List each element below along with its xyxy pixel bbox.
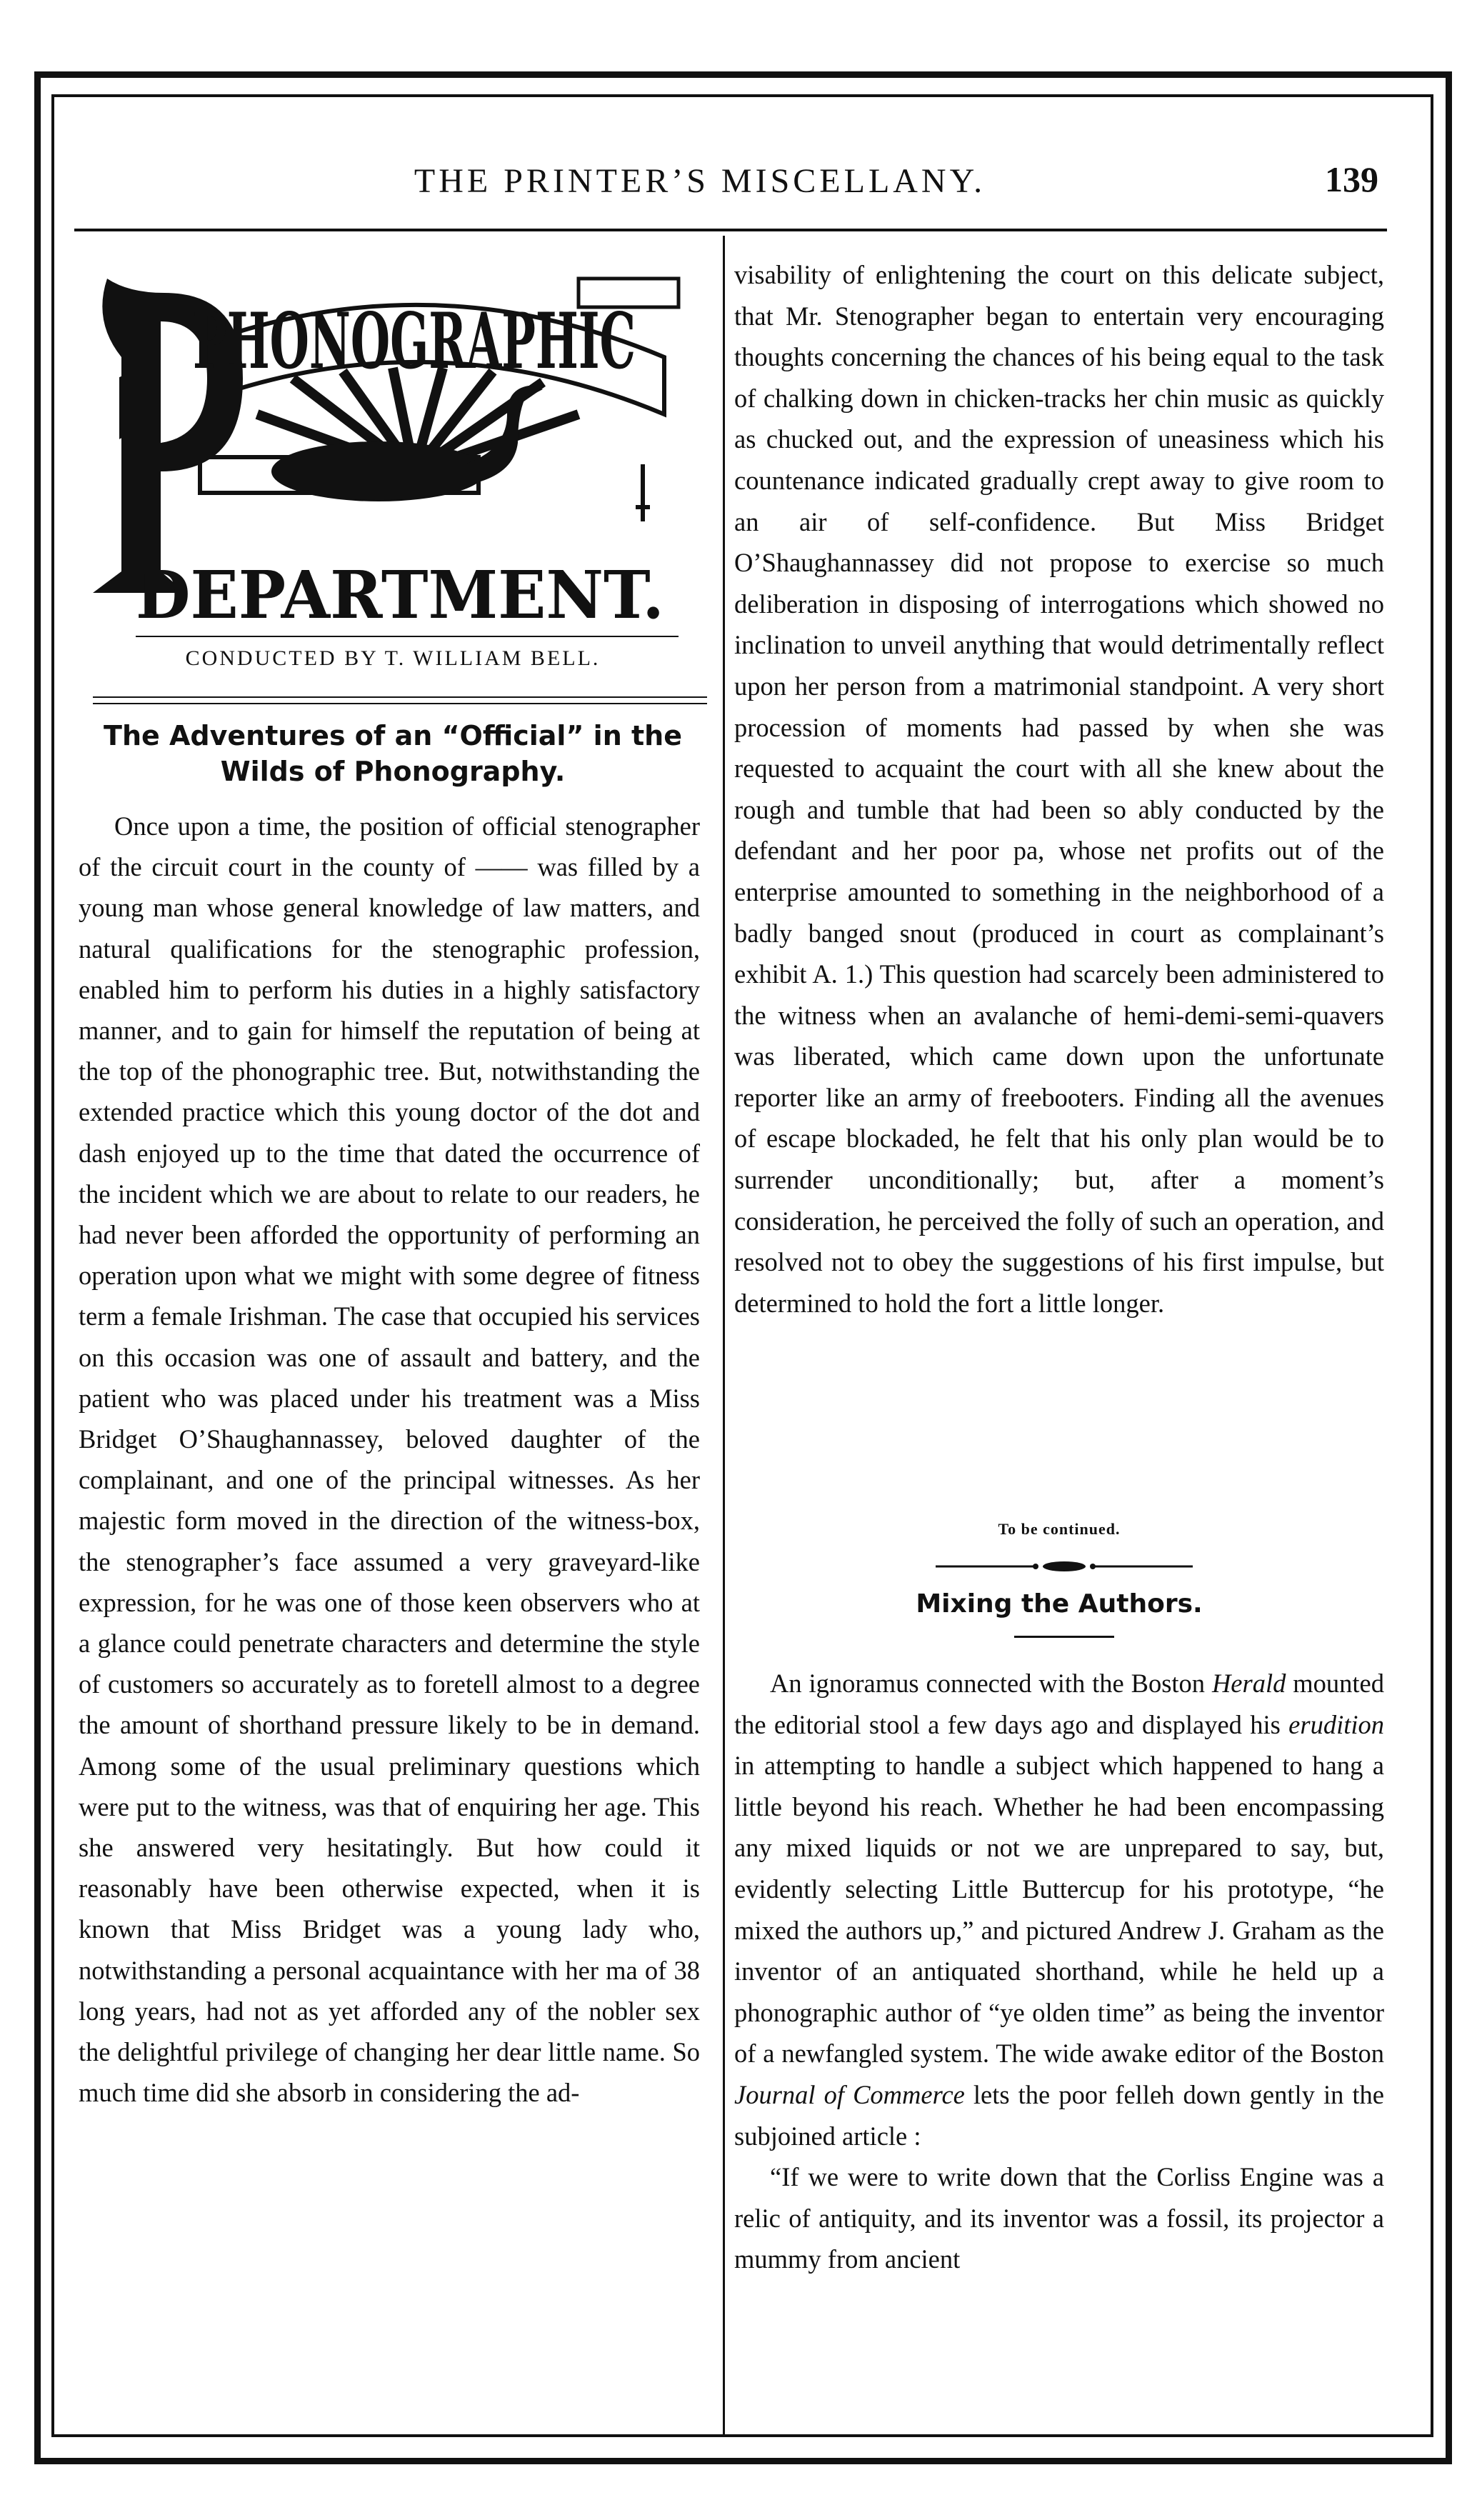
double-rule-bottom <box>93 703 707 704</box>
paragraph: “If we were to write down that the Corliss Engine was a relic of antiquity, and its inventor was a fossil, its projector a mummy from ancient <box>734 2162 1384 2274</box>
text-run: lets the poor felleh down gently in the subjoined article : <box>734 2079 1384 2151</box>
article-title: The Adventures of an “Official” in the Wilds of Phonography. <box>104 720 682 787</box>
section-heading: Mixing the Authors. <box>916 1589 1203 1619</box>
italic-herald: Herald <box>1211 1669 1286 1698</box>
paragraph: visability of enlightening the court on this delicate subject, that Mr. Stenographer began to entertain very encouraging thoughts concerning the chances of his being equal to the task of chalking down in chicken-tracks her chin music as quickly as chucked out, and the expression of uneasiness which his countenance indicated gradually crept away to give room to an air of self-confidence. But Miss Bridget O’Shaughannassey did not propose to exercise so much deliberation in disposing of interrogations which showed no inclination to unveil anything that would detrimentally reflect upon her person from a matrimonial standpoint. A very short procession of moments had passed by when she was requested to acquaint the court with all she knew about the rough and tumble that had been so ably conducted by the defendant and her poor pa, whose net profits out of the enterprise amounted to something in the neighborhood of a badly banged snout (produced in court as complainant’s exhibit A. 1.) This question had scarcely been administered to the witness when an avalanche of hemi-demi-semi-quavers was liberated, which came down upon the unfortunate reporter like an army of freebooters. Finding all the avenues of escape blockaded, he felt that his only plan would be to surrender unconditionally; but, after a moment’s consideration, he perceived the folly of such an operation, and resolved not to obey the suggestions of his first impulse, but determined to hold the fort a little longer. <box>734 260 1384 1318</box>
left-column-text <box>79 806 700 2114</box>
paragraph: Once upon a time, the position of official stenographer of the circuit court in the county of —— was filled by a young man whose general knowledge of law matters, and natural qualifications for the stenographic profession, enabled him to perform his duties in a highly satisfactory manner, and to gain for himself the reputation of being at the top of the phonographic tree. But, notwithstanding the extended practice which this young doctor of the dot and dash enjoyed up to the time that dated the occurrence of the incident which we are about to relate to our readers, he had never been afforded the opportunity of performing an operation upon what we might with some degree of fitness term a female Irishman. The case that occupied his services on this occasion was one of assault and battery, and the patient who was placed under his treatment was a Miss Bridget O’Shaughannassey, beloved daughter of the complainant, and one of the principal witnesses. As her majestic form moved in the direction of the witness-box, the stenographer’s face assumed a very graveyard-like expression, for he was one of those keen observers who at a glance could penetrate characters and determine the style of customers so accurately as to foretell almost to a degree the amount of shorthand pressure likely to be in demand. Among some of the usual preliminary questions which were put to the witness, was that of enquiring her age. This she answered very hesitatingly. But how could it reasonably have been otherwise expected, when it is known that Miss Bridget was a young lady who, notwithstanding a personal acquaintance with her ma of 38 long years, had not as yet afforded any of the nobler sex the delightful privilege of changing her dear little name. So much time did she absorb in considering the ad- <box>79 811 700 2108</box>
masthead-line2: DEPARTMENT. <box>136 556 664 634</box>
text-run: in attempting to handle a subject which happened to hang a little beyond his reach. Whether he had been encompassing any mixed liquids or not we are unprepared to say, but, evidently selecting Little Buttercup for his prototype, “he mixed the authors up,” and pictured Andrew J. Graham as the inventor of an antiquated shorthand, while he held up a phonographic author of “ye olden time” as being the inventor of a newfangled system. The wide awake editor of the Boston <box>734 1751 1384 2069</box>
running-title: THE PRINTER’S MISCELLANY. <box>414 162 986 200</box>
masthead-art <box>79 236 707 636</box>
heading-rule <box>1014 1636 1114 1638</box>
right-column-continuation <box>734 254 1384 1324</box>
masthead-line1: PHONOGRAPHIC <box>193 296 636 386</box>
masthead-illustration <box>79 236 707 636</box>
header-rule <box>74 229 1387 231</box>
masthead-rule <box>136 636 679 637</box>
scroll-tail-icon <box>636 464 650 521</box>
paragraph <box>734 1663 1384 2156</box>
italic-journal: Journal of Commerce <box>734 2079 965 2109</box>
text-run: An ignoramus connected with the Boston <box>770 1669 1212 1698</box>
page-number: 139 <box>1325 159 1378 199</box>
column-rule <box>723 236 725 2436</box>
conducted-by: CONDUCTED BY T. WILLIAM BELL. <box>185 646 601 670</box>
italic-erudition: erudition <box>1288 1709 1384 1739</box>
to-be-continued: To be continued. <box>998 1520 1121 1538</box>
mixing-authors-text <box>734 1663 1384 2280</box>
double-rule-top <box>93 696 707 698</box>
text-run: mounted the editorial stool a few days ago and displayed his <box>734 1669 1384 1739</box>
ornamental-divider-icon <box>936 1561 1193 1572</box>
